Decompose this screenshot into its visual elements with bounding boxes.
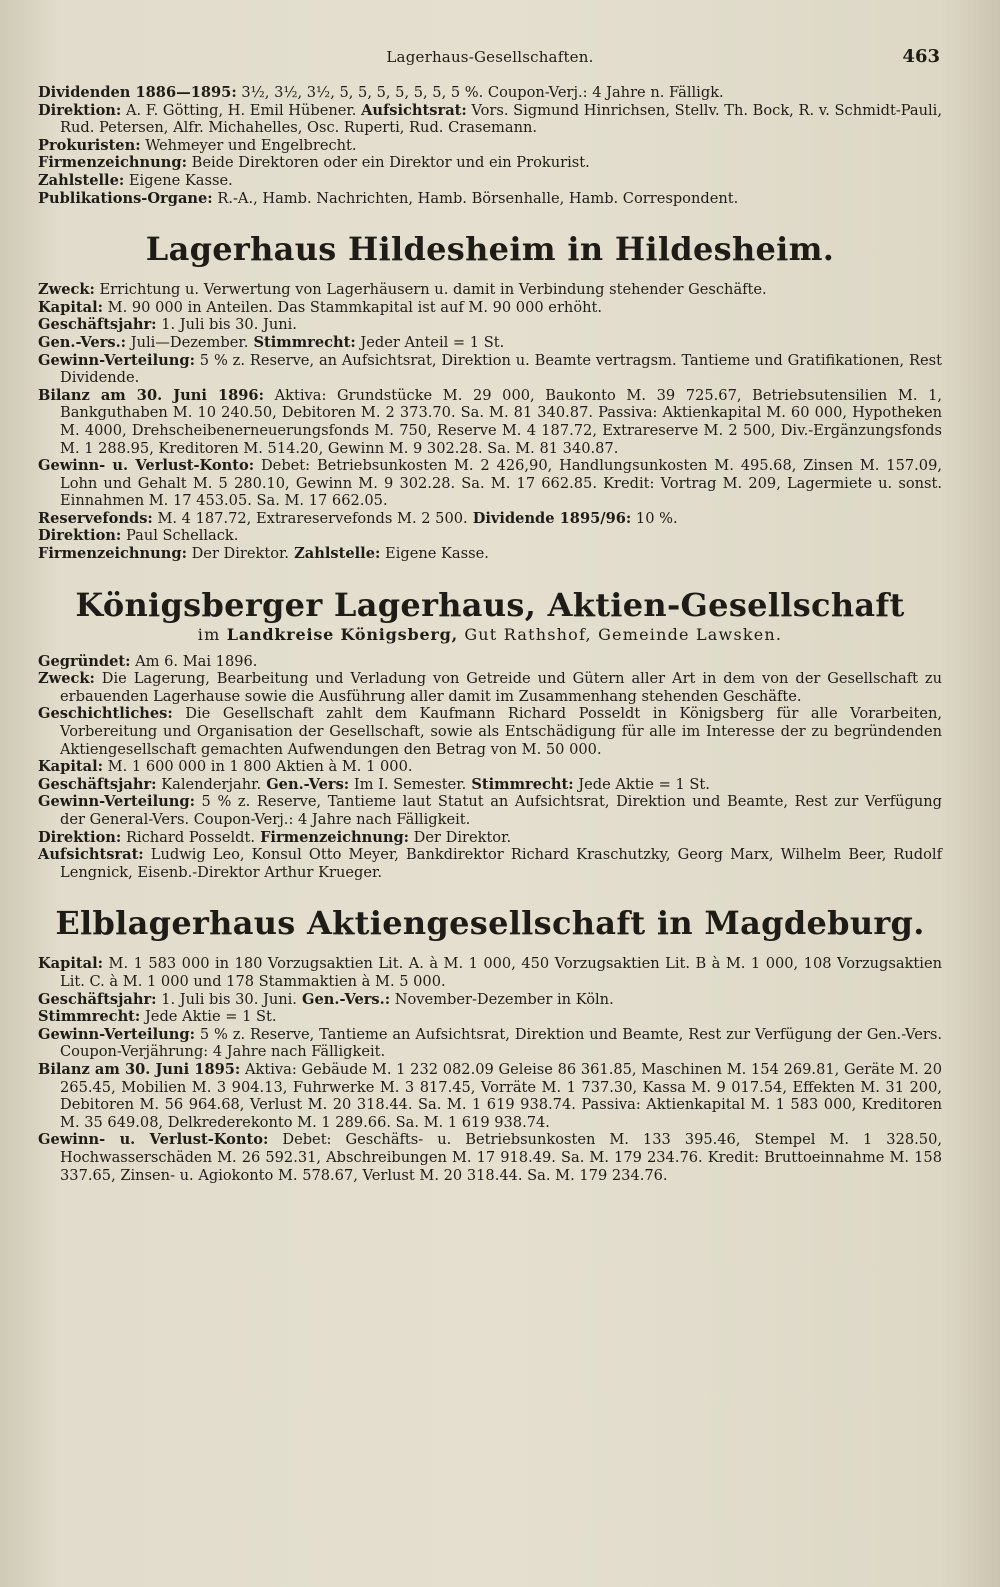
subtitle-rest: Gut Rathshof, Gemeinde Lawsken.: [458, 624, 783, 644]
entry-label: Aufsichtsrat:: [361, 101, 467, 119]
entry-label: Gewinn-Verteilung:: [38, 793, 195, 811]
entry-text: Die Lagerung, Bearbeitung und Verladung von Getreide und Gütern aller Art in dem von der Gesellschaft zu erbauenden Lagerhause sowie die Ausführung aller damit im Zusammenhang stehenden Geschäfte.: [60, 670, 942, 705]
entry-line: [38, 334, 942, 352]
entry-line: [38, 776, 942, 794]
entry-label: Geschäftsjahr:: [38, 316, 157, 334]
entry-label: Bilanz am 30. Juni 1895:: [38, 1060, 241, 1078]
entry-text: A. F. Götting, H. Emil Hübener.: [121, 101, 357, 119]
entry-label: Zweck:: [38, 670, 95, 688]
running-title: Lagerhaus-Gesellschaften.: [386, 48, 594, 66]
entry-label: Zweck:: [38, 281, 95, 299]
entry-label: Geschichtliches:: [38, 705, 173, 723]
entry-continuation: [38, 84, 942, 207]
entry-label: Zahlstelle:: [289, 545, 381, 563]
entry-text: Wehmeyer und Engelbrecht.: [140, 136, 357, 154]
entry-text: M. 90 000 in Anteilen. Das Stammkapital ist auf M. 90 000 erhöht.: [103, 298, 603, 316]
entry-text: Vors. Sigmund Hinrichsen, Stellv. Th. Bock, R. v. Schmidt-Pauli, Rud. Petersen, Alfr. Michahelles, Osc. Ruperti, Rud. Crasemann.: [60, 101, 942, 137]
entry-label: Aufsichtsrat:: [38, 846, 144, 864]
entry-text: 5 % z. Reserve, Tantieme an Aufsichtsrat, Direktion und Beamte, Rest zur Verfügung der Gen.-Vers. Coupon-Verjährung: 4 Jahre nach Fälligkeit.: [60, 1025, 942, 1061]
entry-line: [38, 457, 942, 510]
entry-line: [38, 545, 942, 563]
entry-line: [38, 1008, 942, 1026]
entry-text: Der Direktor.: [186, 545, 290, 563]
entry-label: Gegründet:: [38, 652, 131, 670]
entry-text: Beide Direktoren oder ein Direktor und ein Prokurist.: [186, 154, 590, 172]
entry-text: Aktiva: Gebäude M. 1 232 082.09 Geleise 86 361.85, Maschinen M. 154 269.81, Geräte M. 20 265.45, Mobilien M. 3 904.13, Fuhrwerke M. 3 817.45, Vorräte M. 1 737.30, Kassa M. 9 017.54, Effekten M. 31 200, Debitoren M. 56 964.68, Verlust M. 20 318.44. Sa. M. 1 619 938.74. Passiva: Aktienkapital M. 1 583 000, Kreditoren M. 35 649.08, Delkrederekonto M. 1 289.66. Sa. M. 1 619 938.74.: [60, 1060, 942, 1131]
entry-text: R.-A., Hamb. Nachrichten, Hamb. Börsenhalle, Hamb. Correspondent.: [212, 189, 739, 207]
entry-label: Geschäftsjahr:: [38, 990, 157, 1008]
entry-label: Stimmrecht:: [38, 1008, 141, 1026]
entry-koenigsberger-lagerhaus: [38, 587, 942, 882]
entry-text: Ludwig Leo, Konsul Otto Meyer, Bankdirektor Richard Kraschutzky, Georg Marx, Wilhelm Beer, Rudolf Lengnick, Eisenb.-Direktor Arthur Krueger.: [60, 846, 942, 881]
entry-line: [38, 793, 942, 828]
entry-text: 1. Juli bis 30. Juni.: [156, 316, 297, 334]
entry-text: Am 6. Mai 1896.: [130, 652, 258, 670]
entry-label: Gewinn-Verteilung:: [38, 351, 195, 369]
entry-text: Der Direktor.: [409, 828, 512, 846]
entry-text: M. 1 600 000 in 1 800 Aktien à M. 1 000.: [103, 758, 413, 776]
entry-text: 10 %.: [631, 509, 678, 527]
entry-line: [38, 387, 942, 457]
entry-line: [38, 281, 942, 299]
entry-line: [38, 758, 942, 776]
entry-label: Firmenzeichnung:: [38, 545, 187, 563]
entry-text: M. 1 583 000 in 180 Vorzugsaktien Lit. A. à M. 1 000, 450 Vorzugsaktien Lit. B à M. 1 000, 108 Vorzugsaktien Lit. C. à M. 1 000 und 178 Stammaktien à M. 5 000.: [60, 955, 942, 990]
entry-line: [38, 1131, 942, 1184]
entry-label: Firmenzeichnung:: [38, 154, 187, 172]
entry-text: November-Dezember in Köln.: [390, 990, 614, 1008]
entry-line: [38, 1026, 942, 1061]
entry-text: M. 4 187.72, Extrareservefonds M. 2 500.: [152, 509, 468, 527]
entry-line: [38, 510, 942, 528]
running-head: [38, 44, 942, 72]
entry-text: Im I. Semester.: [349, 775, 467, 793]
entry-label: Dividenden 1886—1895:: [38, 84, 237, 101]
entry-line: [38, 670, 942, 705]
entry-label: Firmenzeichnung:: [254, 828, 410, 846]
entry-label: Kapital:: [38, 758, 104, 776]
entry-label: Direktion:: [38, 828, 122, 846]
entry-line: [38, 154, 942, 172]
subtitle-strong: Landkreise Königsberg,: [226, 624, 459, 644]
entry-label: Gen.-Vers.:: [296, 990, 391, 1008]
entry-line: [38, 705, 942, 758]
entry-line: [38, 955, 942, 990]
entry-label: Geschäftsjahr:: [38, 775, 157, 793]
entry-label: Gen.-Vers.:: [38, 333, 127, 351]
entry-line: [38, 352, 942, 387]
entry-text: Aktiva: Grundstücke M. 29 000, Baukonto M. 39 725.67, Betriebsutensilien M. 1, Bankguthaben M. 10 240.50, Debitoren M. 2 373.70. Sa. M. 81 340.87. Passiva: Aktienkapital M. 60 000, Hypotheken M. 4000, Drehscheibenerneuerungsfonds M. 750, Reserve M. 4 187.72, Extrareserve M. 2 500, Div.-Ergänzungsfonds M. 1 288.95, Kreditoren M. 514.20, Gewinn M. 9 302.28. Sa. M. 81 340.87.: [60, 386, 943, 457]
entry-line: [38, 1061, 942, 1131]
entry-text: Eigene Kasse.: [380, 545, 489, 563]
entry-text: Jede Aktie = 1 St.: [573, 775, 710, 793]
company-subtitle: [38, 625, 942, 645]
entry-text: Debet: Geschäfts- u. Betriebsunkosten M. 133 395.46, Stempel M. 1 328.50, Hochwasserschäden M. 26 592.31, Abschreibungen M. 17 918.49. Sa. M. 179 234.76. Kredit: Bruttoeinnahme M. 158 337.65, Zinsen- u. Agiokonto M. 578.67, Verlust M. 20 318.44. Sa. M. 179 234.76.: [60, 1131, 942, 1184]
company-title: Elblagerhaus Aktiengesellschaft in Magdeburg.: [55, 904, 925, 943]
entry-label: Gewinn-Verteilung:: [38, 1025, 195, 1043]
entry-lagerhaus-hildesheim: [38, 231, 942, 563]
page-number: 463: [902, 46, 940, 67]
entry-text: Errichtung u. Verwertung von Lagerhäusern u. damit in Verbindung stehender Geschäfte.: [94, 281, 767, 299]
entry-line: [38, 846, 942, 881]
entry-elblagerhaus: [38, 905, 942, 1184]
entry-label: Gen.-Vers:: [261, 775, 350, 793]
entry-line: [38, 84, 942, 102]
entry-label: Gewinn- u. Verlust-Konto:: [38, 1131, 269, 1149]
entry-text: Die Gesellschaft zahlt dem Kaufmann Richard Posseldt in Königsberg für alle Vorarbeiten, Vorbereitung und Organisation der Gesellschaft, sowie als Entschädigung für alle im Interesse der zu begründenden Aktiengesellschaft gemachten Aufwendungen den Betrag von M. 50 000.: [60, 705, 942, 758]
entry-label: Dividende 1895/96:: [467, 509, 632, 527]
entry-label: Kapital:: [38, 298, 104, 316]
entry-text: Eigene Kasse.: [124, 171, 233, 189]
entry-label: Prokuristen:: [38, 136, 141, 154]
entry-line: [38, 527, 942, 545]
entry-text: Kalenderjahr.: [156, 775, 262, 793]
entry-text: 5 % z. Reserve, an Aufsichtsrat, Direktion u. Beamte vertragsm. Tantieme und Gratifikationen, Rest Dividende.: [60, 351, 942, 387]
entry-label: Zahlstelle:: [38, 171, 125, 189]
entry-line: [38, 190, 942, 208]
entry-label: Direktion:: [38, 527, 122, 545]
entry-text: Richard Posseldt.: [121, 828, 255, 846]
entry-label: Bilanz am 30. Juni 1896:: [38, 386, 264, 404]
entry-line: [38, 829, 942, 847]
entry-label: Direktion:: [38, 101, 122, 119]
entry-label: Publikations-Organe:: [38, 189, 213, 207]
entry-line: [38, 137, 942, 155]
entry-text: Paul Schellack.: [121, 527, 239, 545]
entry-line: [38, 172, 942, 190]
subtitle-prefix: im: [197, 624, 227, 644]
entry-text: 5 % z. Reserve, Tantieme laut Statut an Aufsichtsrat, Direktion und Beamte, Rest zur Verfügung der General-Vers. Coupon-Verj.: 4 Jahre nach Fälligkeit.: [60, 793, 942, 828]
entry-line: [38, 316, 942, 334]
entry-label: Kapital:: [38, 955, 104, 973]
entry-label: Stimmrecht:: [248, 333, 356, 351]
entry-label: Gewinn- u. Verlust-Konto:: [38, 457, 255, 475]
entry-line: [38, 991, 942, 1009]
entry-text: Juli—Dezember.: [126, 333, 249, 351]
entry-line: [38, 653, 942, 671]
entry-text: Jeder Anteil = 1 St.: [355, 333, 505, 351]
entry-label: Stimmrecht:: [466, 775, 574, 793]
entry-text: 3½, 3½, 3½, 5, 5, 5, 5, 5, 5, 5 %. Coupon-Verj.: 4 Jahre n. Fälligk.: [236, 84, 724, 101]
entry-label: Reservefonds:: [38, 509, 153, 527]
company-title: Lagerhaus Hildesheim in Hildesheim.: [145, 230, 835, 269]
company-title: Königsberger Lagerhaus, Aktien-Gesellschaft: [75, 585, 905, 624]
entry-line: [38, 102, 942, 137]
entry-text: 1. Juli bis 30. Juni.: [156, 990, 297, 1008]
entry-line: [38, 299, 942, 317]
entry-text: Jede Aktie = 1 St.: [140, 1008, 277, 1026]
entry-text: Debet: Betriebsunkosten M. 2 426,90, Handlungsunkosten M. 495.68, Zinsen M. 157.09, Lohn und Gehalt M. 5 280.10, Gewinn M. 9 302.28. Sa. M. 17 662.85. Kredit: Vortrag M. 209, Lagermiete u. sonst. Einnahmen M. 17 453.05. Sa. M. 17 662.05.: [60, 457, 942, 510]
